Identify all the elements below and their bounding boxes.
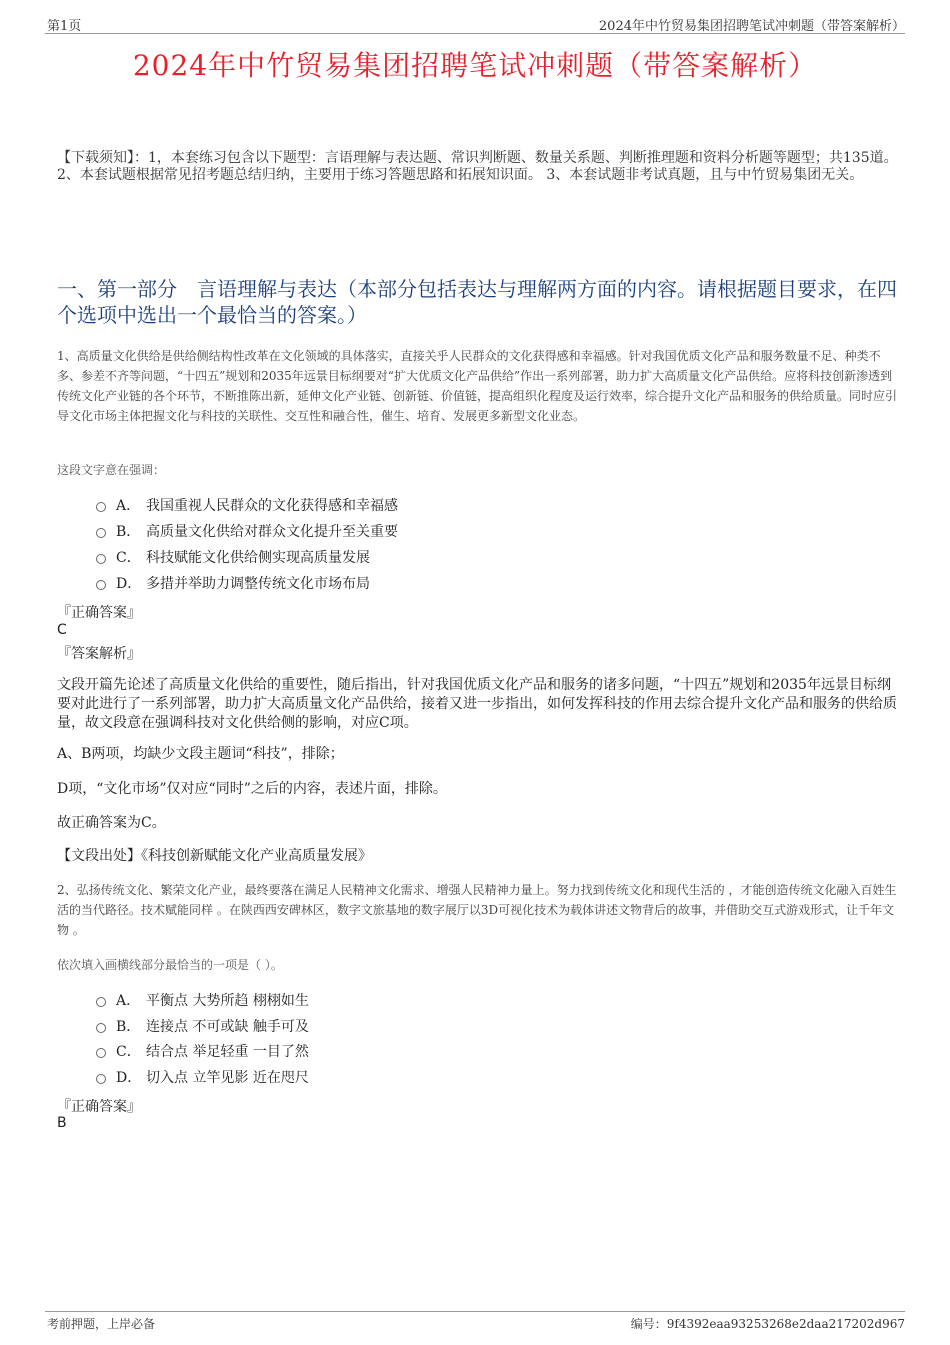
radio-icon[interactable] (96, 1048, 106, 1058)
footer-divider (45, 1311, 905, 1312)
radio-icon[interactable] (96, 554, 106, 564)
question-2-option-d[interactable] (96, 1067, 309, 1087)
question-2-answer-label: 『正确答案』 (57, 1099, 141, 1115)
question-1-option-c[interactable] (96, 547, 370, 567)
option-text: 切入点 立竿见影 近在咫尺 (146, 1070, 309, 1086)
option-letter: A． (116, 993, 141, 1009)
question-1-text: 1、高质量文化供给是供给侧结构性改革在文化领域的具体落实，直接关乎人民群众的文化获得感和幸福感。针对我国优质文化产品和服务数量不足、种类不多、参差不齐等问题，“十四五”规划和2035年远景目标纲要对“扩大优质文化产品供给”作出一系列部署，助力扩大高质量文化产品供给。应将科技创新渗透到传统文化产业链的各个环节，不断推陈出新，延伸文化产业链、创新链、价值链，提高组织化程度及运行效率，综合提升文化产品和服务的供给质量。同时应引导文化市场主体把握文化与科技的关联性、交互性和融合性，催生、培育、发展更多新型文化业态。 (57, 349, 898, 423)
question-1-answer: C (57, 622, 67, 638)
footer-slogan: 考前押题，上岸必备 (47, 1317, 156, 1331)
question-1-d-note: D项，“文化市场”仅对应“同时”之后的内容，表述片面，排除。 (57, 781, 447, 797)
option-letter: D． (116, 1070, 142, 1086)
option-letter: C． (116, 550, 141, 566)
option-letter: D． (116, 576, 142, 592)
question-2-text: 2、弘扬传统文化、繁荣文化产业，最终要落在满足人民精神文化需求、增强人民精神力量上。努力找到传统文化和现代生活的 ，才能创造传统文化融入百姓生活的当代路径。技术赋能同样 。在陕西西安碑林区，数字文旅基地的数字展厅以3D可视化技术为载体讲述文物背后的故事，并借助交互式游戏形式，让千年文物 。 (57, 883, 897, 937)
question-1-prompt: 这段文字意在强调： (57, 463, 166, 477)
header-divider (45, 33, 905, 34)
option-text: 多措并举助力调整传统文化市场布局 (146, 576, 370, 592)
option-text: 平衡点 大势所趋 栩栩如生 (146, 993, 309, 1009)
radio-icon[interactable] (96, 1074, 106, 1084)
footer-doc-id: 编号：9f4392eaa93253268e2daa217202d967 (630, 1317, 905, 1331)
question-2-option-a[interactable] (96, 990, 309, 1010)
question-1-analysis-label: 『答案解析』 (57, 646, 141, 662)
option-text: 高质量文化供给对群众文化提升至关重要 (146, 524, 398, 540)
question-1-source: 【文段出处】《科技创新赋能文化产业高质量发展》 (57, 848, 372, 864)
download-notice: 【下载须知】：1，本套练习包含以下题型：言语理解与表达题、常识判断题、数量关系题、判断推理题和资料分析题等题型；共135道。 2、本套试题根据常见招考题总结归纳，主要用于练习答题思路和拓展知识面。 3、本套试题非考试真题，且与中竹贸易集团无关。 (57, 150, 898, 183)
option-text: 连接点 不可或缺 触手可及 (146, 1019, 309, 1035)
option-text: 结合点 举足轻重 一目了然 (146, 1044, 309, 1060)
option-text: 我国重视人民群众的文化获得感和幸福感 (146, 498, 398, 514)
radio-icon[interactable] (96, 528, 106, 538)
option-text: 科技赋能文化供给侧实现高质量发展 (146, 550, 370, 566)
radio-icon[interactable] (96, 580, 106, 590)
question-1-answer-label: 『正确答案』 (57, 605, 141, 621)
question-2-prompt: 依次填入画横线部分最恰当的一项是（ ）。 (57, 958, 283, 972)
question-2-option-b[interactable] (96, 1016, 309, 1036)
radio-icon[interactable] (96, 1023, 106, 1033)
radio-icon[interactable] (96, 997, 106, 1007)
header-page-number: 第1页 (47, 19, 82, 34)
option-letter: B． (116, 524, 141, 540)
question-1-option-d[interactable] (96, 573, 370, 593)
question-1-option-a[interactable] (96, 495, 398, 515)
page-title: 2024年中竹贸易集团招聘笔试冲刺题（带答案解析） (132, 49, 818, 82)
radio-icon[interactable] (96, 502, 106, 512)
question-1-ab-note: A、B两项，均缺少文段主题词“科技”，排除； (57, 746, 344, 762)
question-1-analysis: 文段开篇先论述了高质量文化供给的重要性，随后指出，针对我国优质文化产品和服务的诸多问题，“十四五”规划和2035年远景目标纲要对此进行了一系列部署，助力扩大高质量文化产品供给，接着又进一步指出，如何发挥科技的作用去综合提升文化产品和服务的供给质量，故文段意在强调科技对文化供给侧的影响，对应C项。 (57, 677, 897, 731)
question-1-conclusion: 故正确答案为C。 (57, 815, 166, 831)
option-letter: C． (116, 1044, 141, 1060)
question-2-answer: B (57, 1115, 67, 1131)
section-heading: 一、第一部分 言语理解与表达（本部分包括表达与理解两方面的内容。请根据题目要求，在四个选项中选出一个最恰当的答案。） (57, 277, 897, 327)
header-doc-title: 2024年中竹贸易集团招聘笔试冲刺题（带答案解析） (598, 19, 905, 34)
option-letter: B． (116, 1019, 141, 1035)
question-2-option-c[interactable] (96, 1041, 309, 1061)
option-letter: A． (116, 498, 141, 514)
question-1-option-b[interactable] (96, 521, 398, 541)
